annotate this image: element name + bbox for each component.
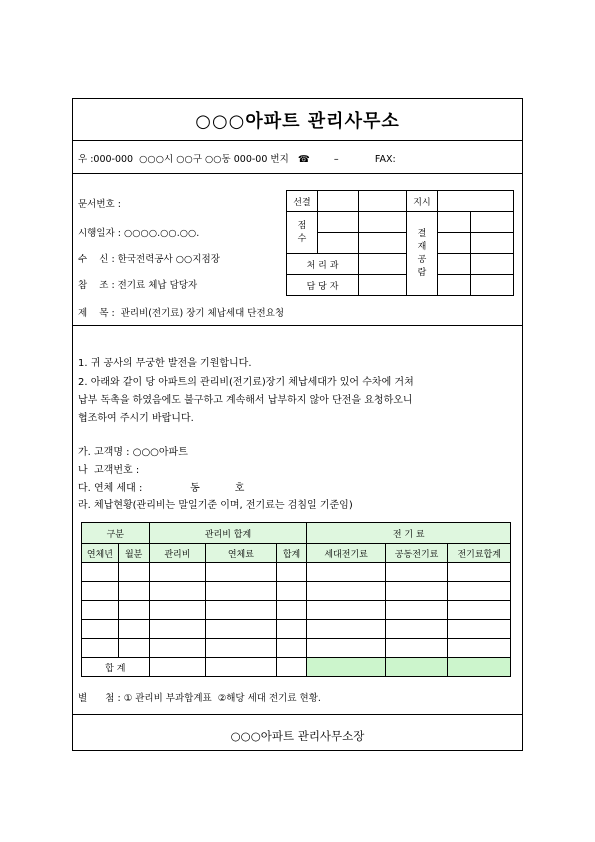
exec-date: 시행일자 : ○○○○.○○.○○. [78, 228, 200, 239]
divider [72, 325, 523, 326]
jeopsu-cell: 점 수 [287, 212, 318, 254]
paragraph-2b: 납부 독촉을 하였음에도 불구하고 계속해서 납부하지 않아 단전을 요청하오니 [78, 395, 413, 406]
arrears-table: 구분 관리비 합계 전 기 료 연체년 월분 관리비 연체료 합계 세대전기료 공동전기료 전기료합계 합 계 [81, 522, 511, 677]
recipient: 수 신 : 한국전력공사 ○○지점장 [78, 254, 220, 265]
footer-signature: ○○○아파트 관리사무소장 [230, 729, 365, 743]
person-in-charge-cell: 담 당 자 [287, 275, 359, 296]
divider [72, 140, 523, 141]
paragraph-2c: 협조하여 주시기 바랍니다. [78, 413, 194, 424]
divider [72, 714, 523, 715]
header-category: 구분 [82, 523, 150, 544]
page-title: ○○○아파트 관리사무소 [195, 111, 400, 132]
item-da: 다. 연체 세대 : 동 호 [78, 483, 245, 494]
table-row [82, 620, 511, 639]
phone-dash: – [333, 154, 339, 165]
item-na: 나 고객번호 : [78, 465, 140, 476]
process-dept-cell: 처 리 과 [287, 254, 359, 275]
total-row [82, 658, 511, 677]
seongyeol-cell: 선결 [287, 191, 318, 212]
table-row [82, 639, 511, 658]
paragraph-1: 1. 귀 공사의 무궁한 발전을 기원합니다. [78, 358, 252, 369]
address-line [78, 151, 396, 165]
total-label: 합 계 [82, 658, 150, 677]
approval-table [286, 190, 514, 296]
header-electric: 전 기 료 [307, 523, 511, 544]
jisi-cell: 지시 [407, 191, 438, 212]
item-ra: 라. 체납현황(관리비는 말일기준 이며, 전기료는 검침일 기준임) [78, 500, 353, 511]
divider [72, 173, 523, 174]
item-ga: 가. 고객명 : ○○○아파트 [78, 447, 188, 458]
address-text: 우 :000-000 ○○○시 ○○구 ○○동 000-00 번지 [78, 154, 289, 165]
subject: 제 목 : 관리비(전기료) 장기 체납세대 단전요청 [78, 308, 284, 319]
paragraph-2a: 2. 아래와 같이 당 아파트의 관리비(전기료)장기 체납세대가 있어 수차에 거쳐 [78, 377, 414, 388]
header-mgmt-total: 관리비 합계 [149, 523, 307, 544]
gyeoljae-cell: 결 재 공 람 [407, 212, 438, 296]
reference: 참 조 : 전기료 체납 담당자 [78, 280, 198, 291]
doc-number: 문서번호 : [78, 199, 121, 210]
attachment-line: 별 첨 : ① 관리비 부과합계표 ②해당 세대 전기료 현황. [78, 693, 321, 704]
table-row [82, 601, 511, 620]
table-row [82, 563, 511, 582]
table-row [82, 582, 511, 601]
fax-label: FAX: [374, 154, 396, 165]
phone-icon: ☎ [297, 154, 310, 165]
